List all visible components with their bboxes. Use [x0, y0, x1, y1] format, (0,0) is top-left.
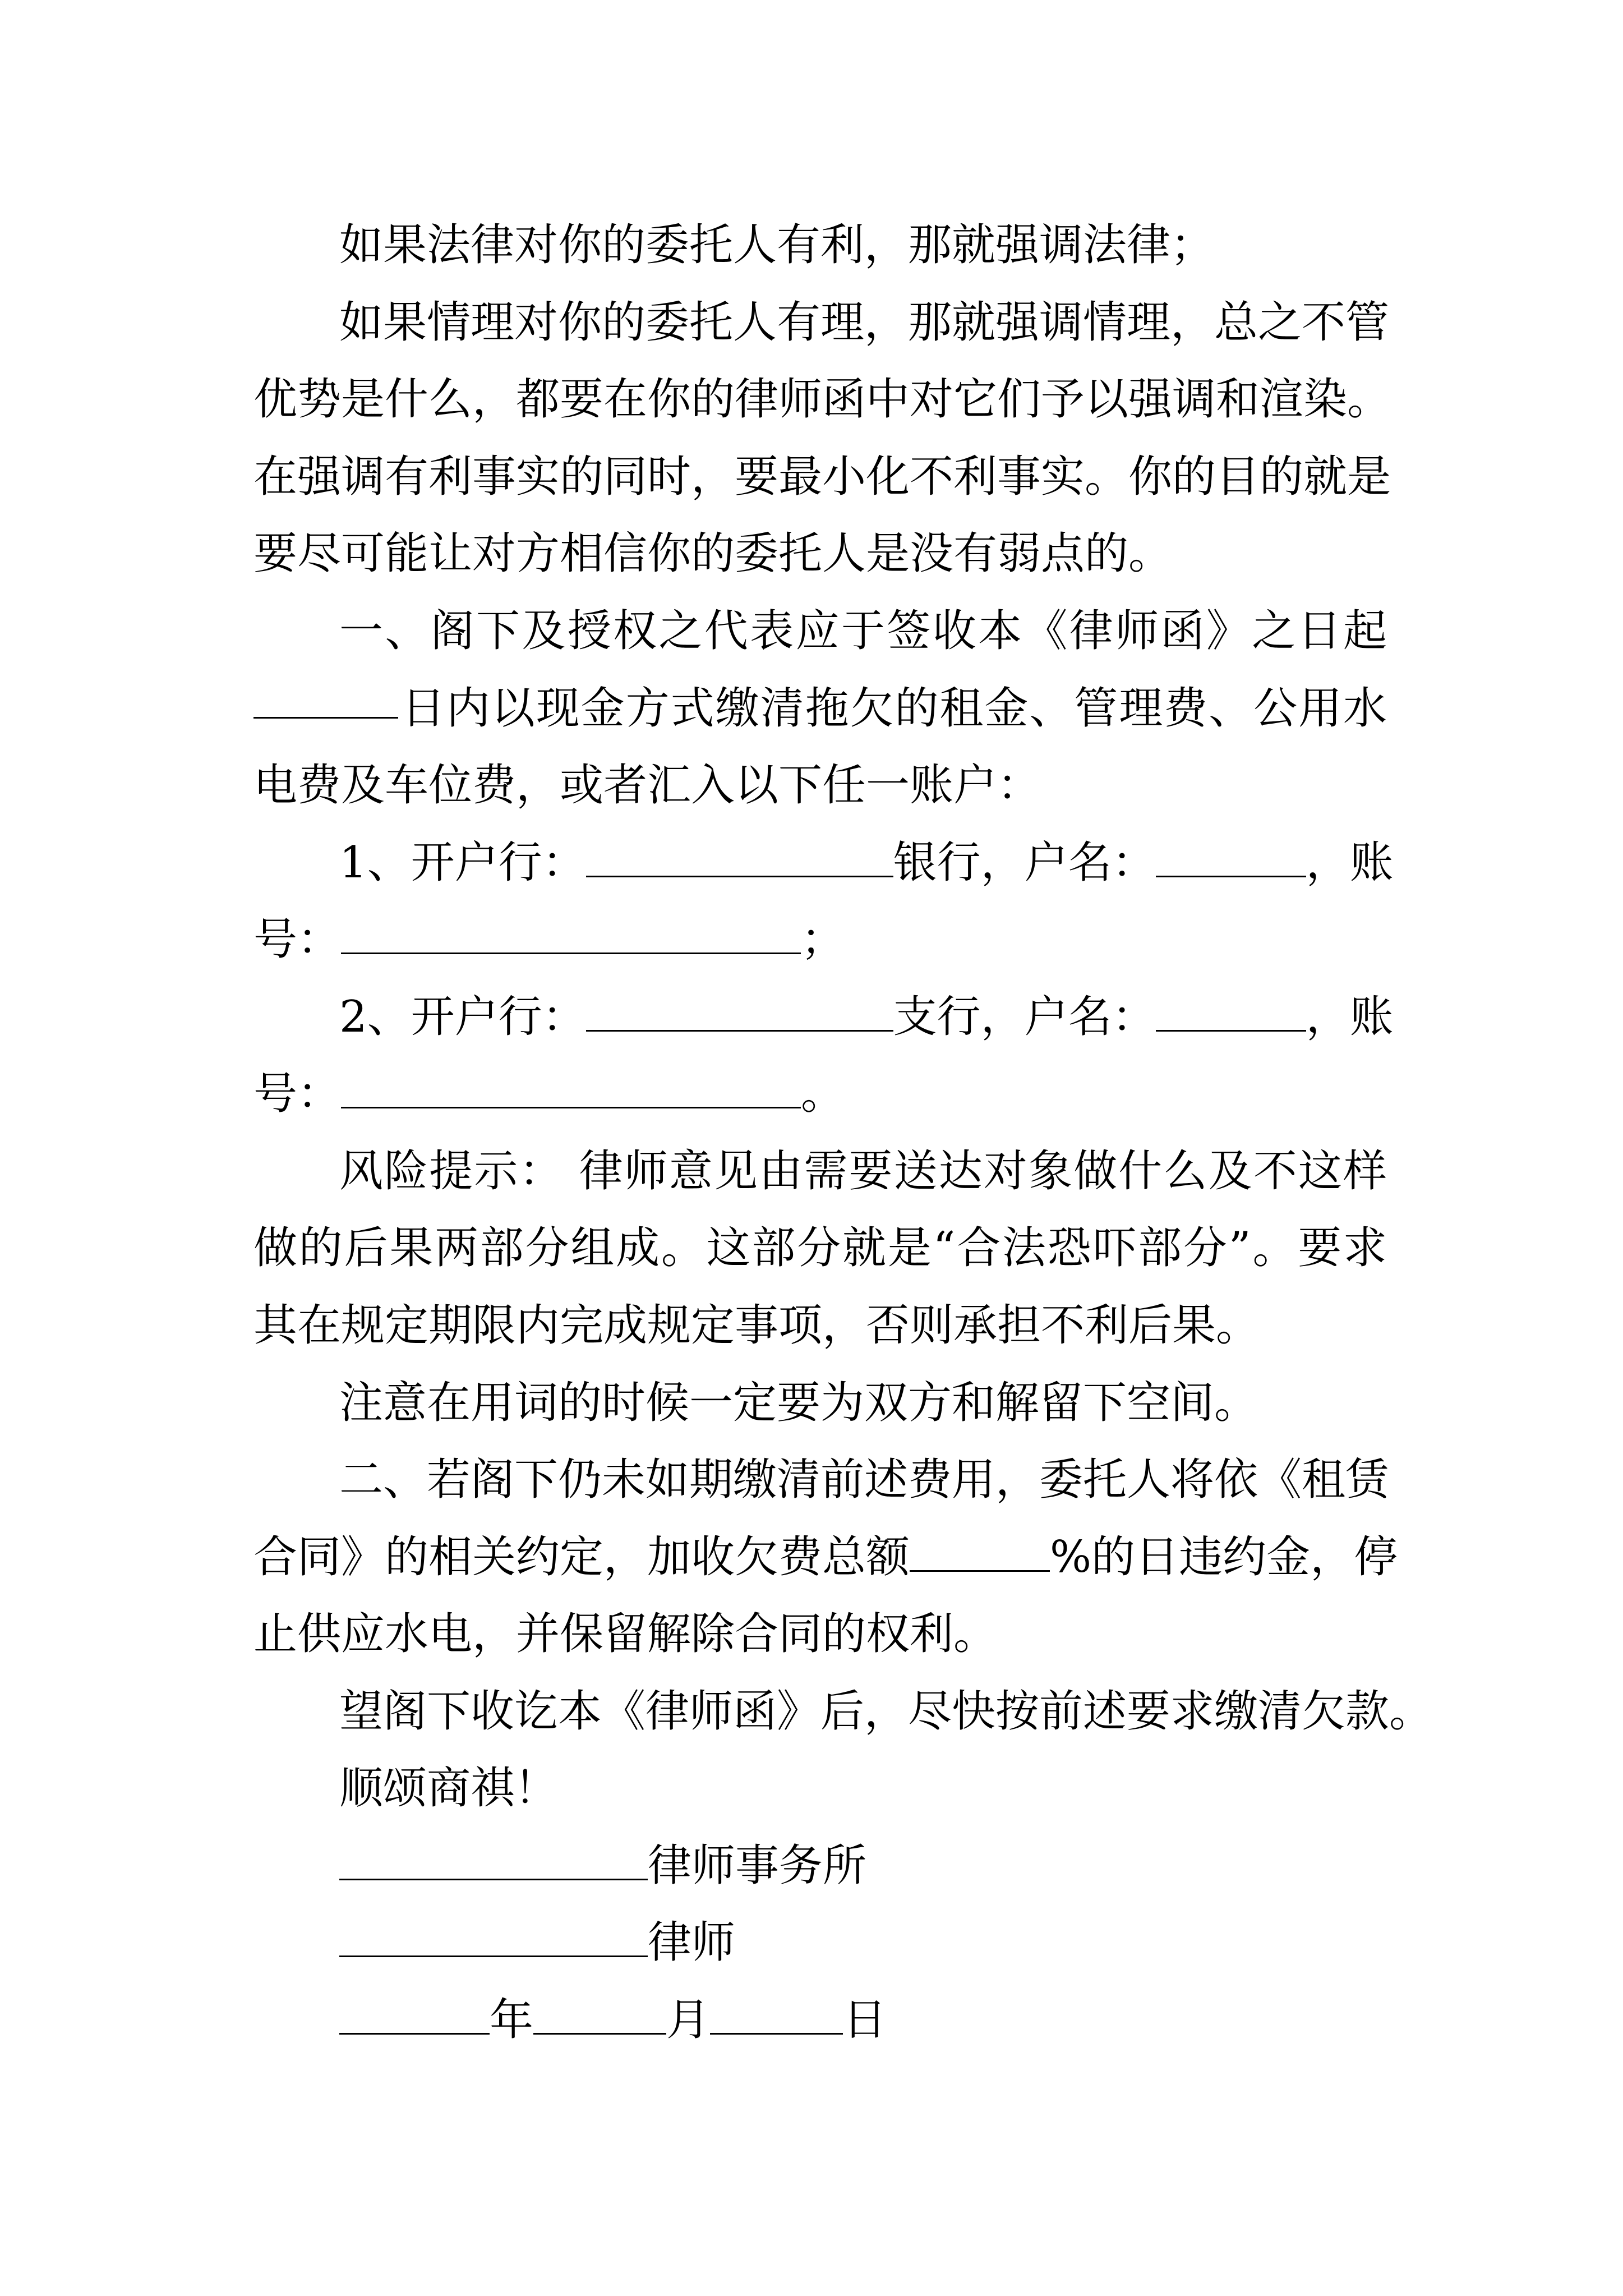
- blank-account-name: [1156, 996, 1306, 1032]
- text-segment: 日: [843, 1995, 887, 2045]
- bank-account-2-line: [339, 992, 1394, 1042]
- blank-bank: [586, 842, 893, 877]
- text-segment: 年: [490, 1995, 534, 2045]
- text-segment: 月: [666, 1995, 711, 2045]
- text-segment: 合同》的相关约定，加收欠费总额: [253, 1532, 910, 1582]
- text-line: 在强调有利事实的同时，要最小化不利事实。你的目的就是: [253, 452, 1391, 502]
- blank-law-firm: [339, 1845, 648, 1880]
- text-segment: 支行，户名：: [893, 992, 1156, 1042]
- text-line: [253, 914, 1387, 965]
- text-segment: %的日违约金，停: [1050, 1532, 1398, 1582]
- text-line: [253, 1532, 1398, 1582]
- signature-lawyer: [339, 1917, 1387, 1968]
- text-segment: 。: [801, 1069, 845, 1119]
- text-line: 一、阁下及授权之代表应于签收本《律师函》之日起: [339, 606, 1387, 656]
- text-line: 望阁下收讫本《律师函》后，尽快按前述要求缴清欠款。: [339, 1686, 1433, 1737]
- text-segment: 律师事务所: [648, 1841, 867, 1891]
- text-line: [253, 1069, 1387, 1119]
- text-segment: ，账: [1306, 992, 1394, 1042]
- text-segment: 银行，户名：: [893, 838, 1156, 888]
- text-line: 电费及车位费，或者汇入以下任一账户：: [253, 760, 1041, 811]
- blank-day: [710, 1999, 843, 2035]
- text-line: 如果法律对你的委托人有利，那就强调法律；: [339, 220, 1215, 270]
- blank-month: [533, 1999, 666, 2035]
- text-line: 做的后果两部分组成。这部分就是“合法恐吓部分”。要求: [253, 1223, 1387, 1273]
- blank-account-number: [341, 919, 801, 954]
- text-line: 优势是什么，都要在你的律师函中对它们予以强调和渲染。: [253, 374, 1391, 425]
- blank-bank: [586, 996, 893, 1032]
- closing-line: 顺颂商祺！: [339, 1763, 559, 1814]
- text-segment: ，账: [1306, 838, 1394, 888]
- bank-account-1-line: [339, 838, 1394, 888]
- text-segment: 1、开户行：: [339, 838, 586, 888]
- text-line: 二、若阁下仍未如期缴清前述费用，委托人将依《租赁: [339, 1455, 1390, 1505]
- text-segment: 日内以现金方式缴清拖欠的租金、管理费、公用水: [402, 683, 1387, 734]
- text-segment: 号：: [253, 1069, 342, 1119]
- text-segment: ；: [801, 914, 845, 965]
- text-segment: 律师: [648, 1917, 736, 1968]
- signature-date: [339, 1995, 1387, 2045]
- text-line: [253, 683, 1387, 734]
- text-line: 其在规定期限内完成规定事项，否则承担不利后果。: [253, 1300, 1260, 1351]
- text-line: 注意在用词的时候一定要为双方和解留下空间。: [339, 1378, 1258, 1428]
- text-line: 如果情理对你的委托人有理，那就强调情理，总之不管: [339, 297, 1390, 348]
- text-line: 要尽可能让对方相信你的委托人是没有弱点的。: [253, 528, 1173, 579]
- blank-lawyer: [339, 1922, 648, 1957]
- text-segment: 2、开户行：: [339, 992, 586, 1042]
- text-line: 止供应水电，并保留解除合同的权利。: [253, 1609, 998, 1659]
- text-line: 风险提示： 律师意见由需要送达对象做什么及不这样: [339, 1146, 1387, 1197]
- blank-percent: [910, 1536, 1050, 1572]
- blank-account-number: [341, 1073, 801, 1108]
- blank-year: [339, 1999, 490, 2035]
- text-segment: 号：: [253, 914, 342, 965]
- signature-law-firm: [339, 1841, 1387, 1891]
- blank-account-name: [1156, 842, 1306, 877]
- blank-days: [253, 683, 398, 719]
